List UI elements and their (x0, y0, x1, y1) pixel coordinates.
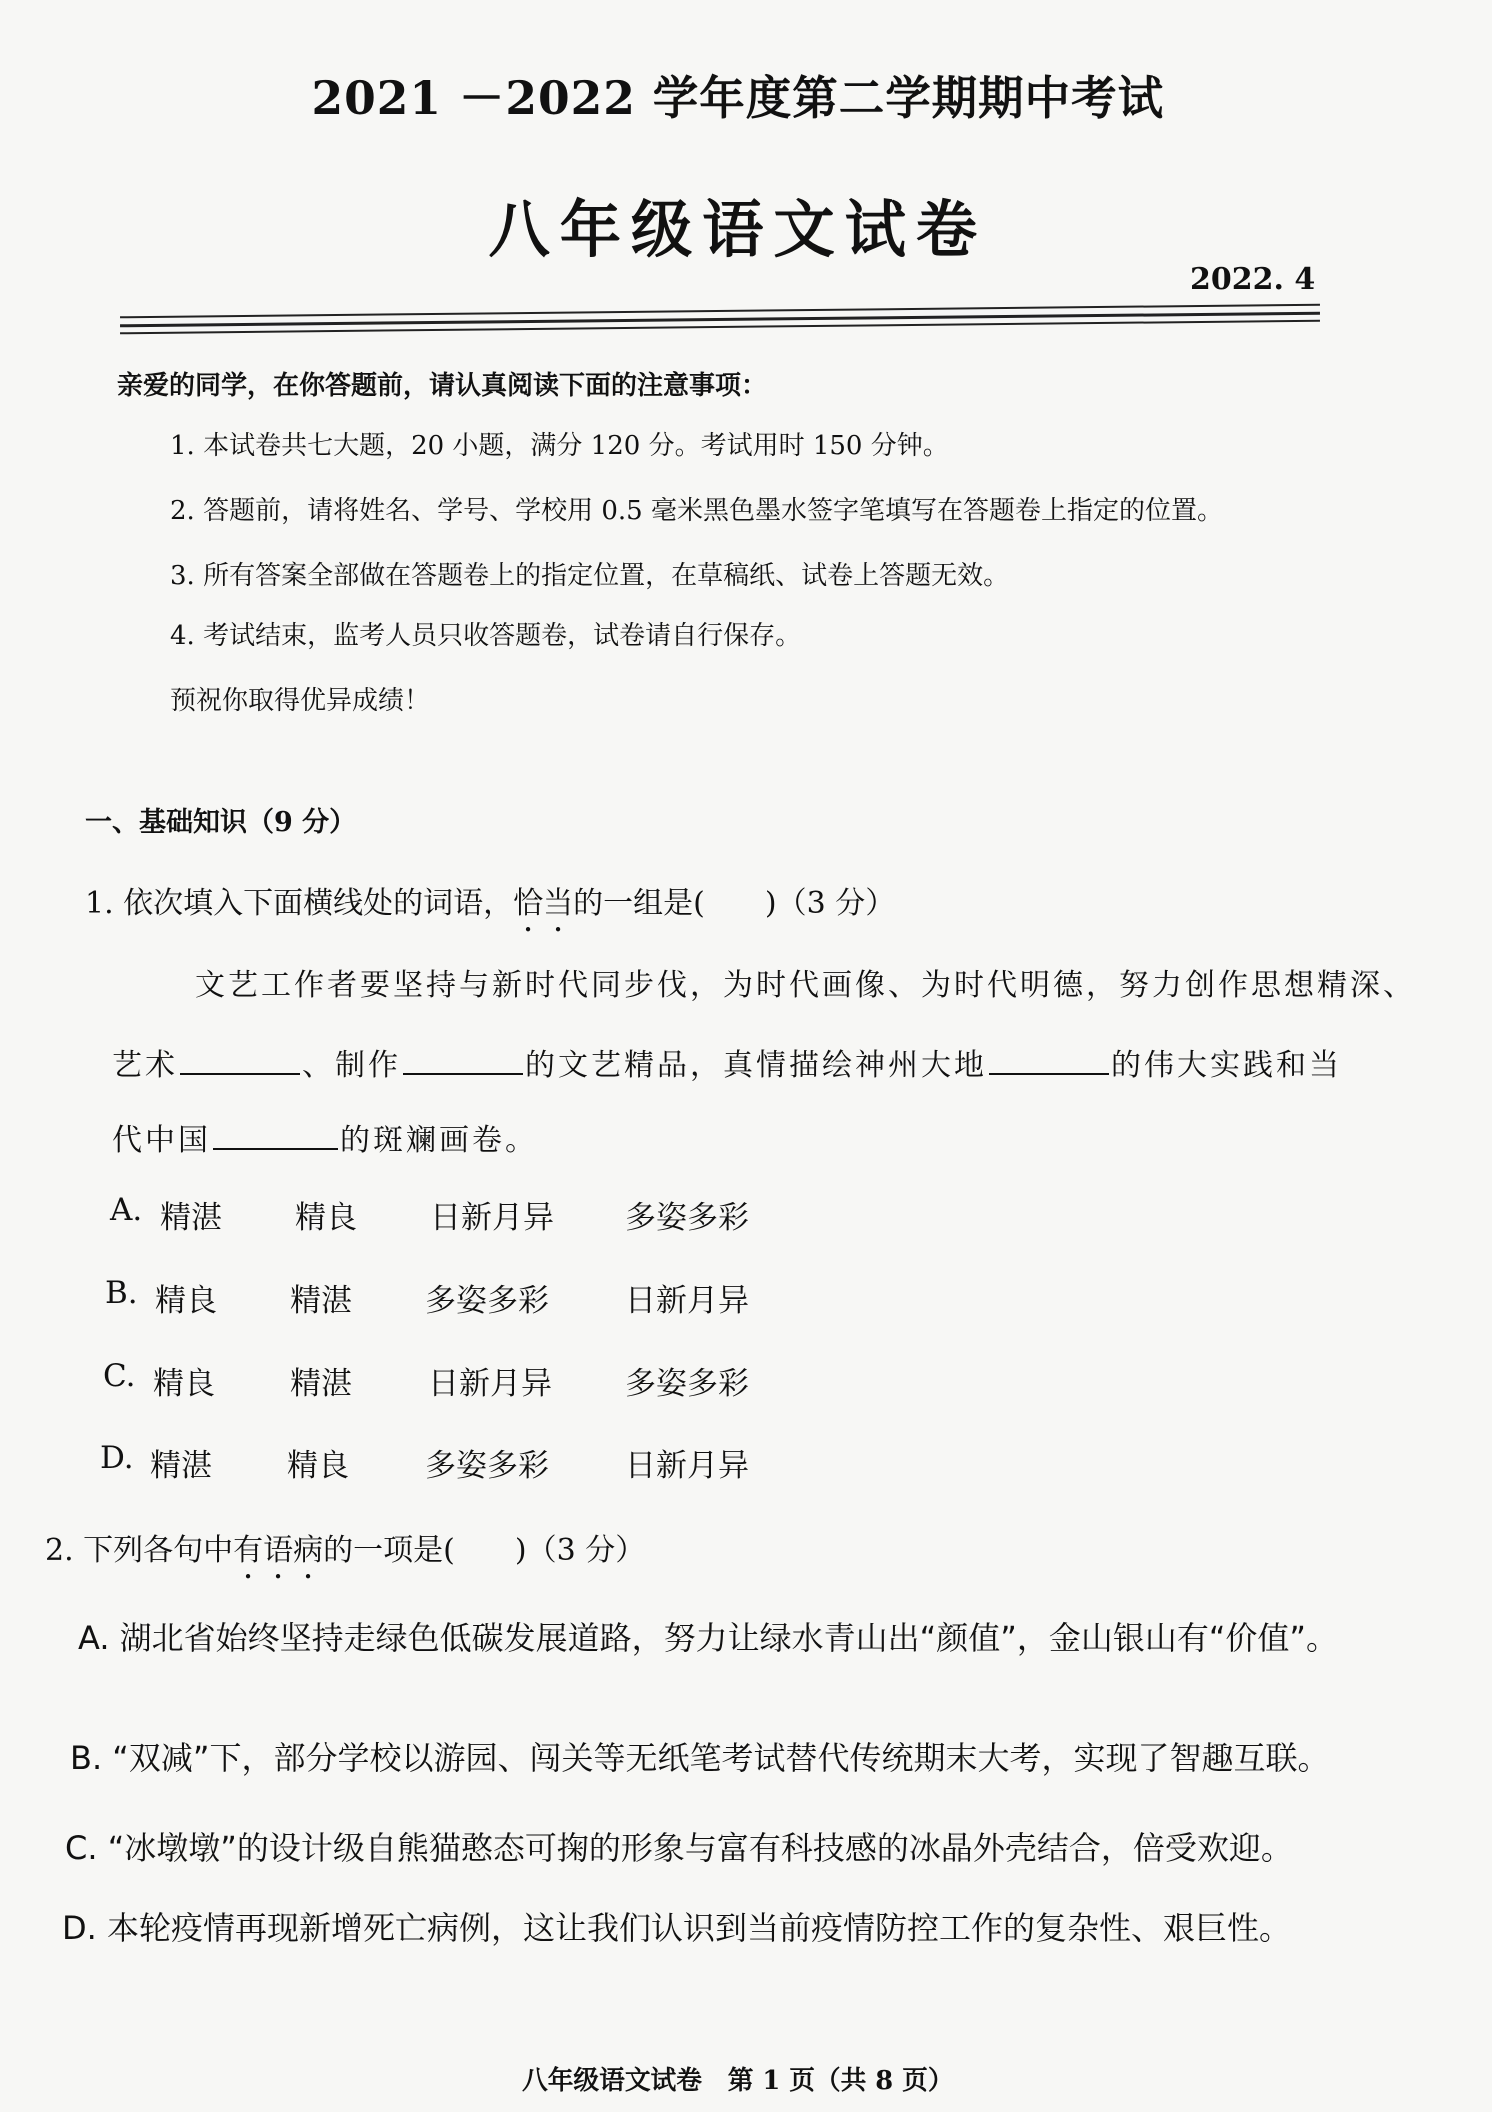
option-word: 精湛 (290, 1366, 352, 1402)
option-word: 精湛 (160, 1200, 222, 1236)
passage-text: 艺术 (112, 1048, 178, 1083)
option-A (110, 1192, 810, 1236)
q2-option-C: C. “冰墩墩”的设计级自熊猫憨态可掬的形象与富有科技感的冰晶外壳结合，倍受欢迎。 (65, 1829, 1293, 1867)
exam-date: 2022. 4 (1190, 262, 1316, 297)
option-C (103, 1358, 803, 1402)
passage-line: 文艺工作者要坚持与新时代同步伐，为时代画像、为时代明德，努力创作思想精深、 (195, 968, 1416, 1003)
stem-emphasis: 恰当 (513, 886, 574, 921)
option-word: 日新月异 (625, 1283, 749, 1319)
page-footer: 八年级语文试卷 第 1 页（共 8 页） (521, 2066, 954, 2096)
option-D (100, 1440, 800, 1484)
exam-title: 2021 －2022 学年度第二学期期中考试 (311, 71, 1165, 125)
stem-text: 1. 依次填入下面横线处的词语， (85, 886, 514, 921)
notice-wish: 预祝你取得优异成绩！ (170, 686, 431, 716)
blank-1 (180, 1053, 300, 1075)
blank-4 (213, 1128, 338, 1150)
paper-title: 八年级语文试卷 (488, 193, 988, 266)
blank-2 (403, 1053, 523, 1075)
option-word: 日新月异 (430, 1200, 554, 1236)
notice-item: 4. 考试结束，监考人员只收答题卷，试卷请自行保存。 (170, 621, 802, 651)
option-word: 精良 (153, 1366, 215, 1402)
option-word: 多姿多彩 (625, 1366, 749, 1402)
q2-option-D: D. 本轮疫情再现新增死亡病例，这让我们认识到当前疫情防控工作的复杂性、艰巨性。 (62, 1909, 1291, 1947)
option-B (105, 1275, 805, 1319)
option-label: C. (103, 1358, 136, 1394)
blank-3 (989, 1053, 1109, 1075)
passage-text: 代中国 (112, 1123, 211, 1158)
passage-text: 的伟大实践和当 (1111, 1048, 1342, 1083)
question-1-stem (85, 878, 895, 939)
stem-emphasis: 有语病 (233, 1533, 324, 1568)
q2-option-B: B. “双减”下，部分学校以游园、闯关等无纸笔考试替代传统期末大考，实现了智趣互联。 (70, 1739, 1330, 1777)
option-word: 精良 (295, 1200, 357, 1236)
stem-text: 2. 下列各句中 (45, 1533, 234, 1568)
stem-text: 的一组是( )（3 分） (573, 886, 896, 921)
option-word: 精良 (155, 1283, 217, 1319)
q2-option-A: A. 湖北省始终坚持走绿色低碳发展道路，努力让绿水青山出“颜值”，金山银山有“价值”。 (78, 1619, 1338, 1657)
option-label: A. (110, 1192, 143, 1228)
option-word: 精湛 (150, 1448, 212, 1484)
option-label: D. (100, 1440, 134, 1476)
notice-item: 3. 所有答案全部做在答题卷上的指定位置，在草稿纸、试卷上答题无效。 (170, 561, 1010, 591)
passage-line (112, 1040, 1342, 1084)
option-label: B. (105, 1275, 138, 1311)
notice-heading: 亲爱的同学，在你答题前，请认真阅读下面的注意事项： (117, 371, 768, 401)
option-word: 多姿多彩 (625, 1200, 749, 1236)
question-2-stem (45, 1525, 645, 1586)
option-word: 精良 (287, 1448, 349, 1484)
passage-text: 的斑斓画卷。 (340, 1123, 538, 1158)
section-title: 一、基础知识（9 分） (85, 807, 357, 838)
passage-text: 、制作 (302, 1048, 401, 1083)
option-word: 多姿多彩 (425, 1448, 549, 1484)
option-word: 日新月异 (625, 1448, 749, 1484)
option-word: 多姿多彩 (425, 1283, 549, 1319)
option-word: 日新月异 (428, 1366, 552, 1402)
notice-item: 2. 答题前，请将姓名、学号、学校用 0.5 毫米黑色墨水签字笔填写在答题卷上指定的位置。 (170, 496, 1223, 526)
option-word: 精湛 (290, 1283, 352, 1319)
stem-text: 的一项是( )（3 分） (323, 1533, 646, 1568)
passage-line (112, 1115, 538, 1159)
passage-text: 的文艺精品，真情描绘神州大地 (525, 1048, 987, 1083)
notice-item: 1. 本试卷共七大题，20 小题，满分 120 分。考试用时 150 分钟。 (170, 431, 949, 461)
